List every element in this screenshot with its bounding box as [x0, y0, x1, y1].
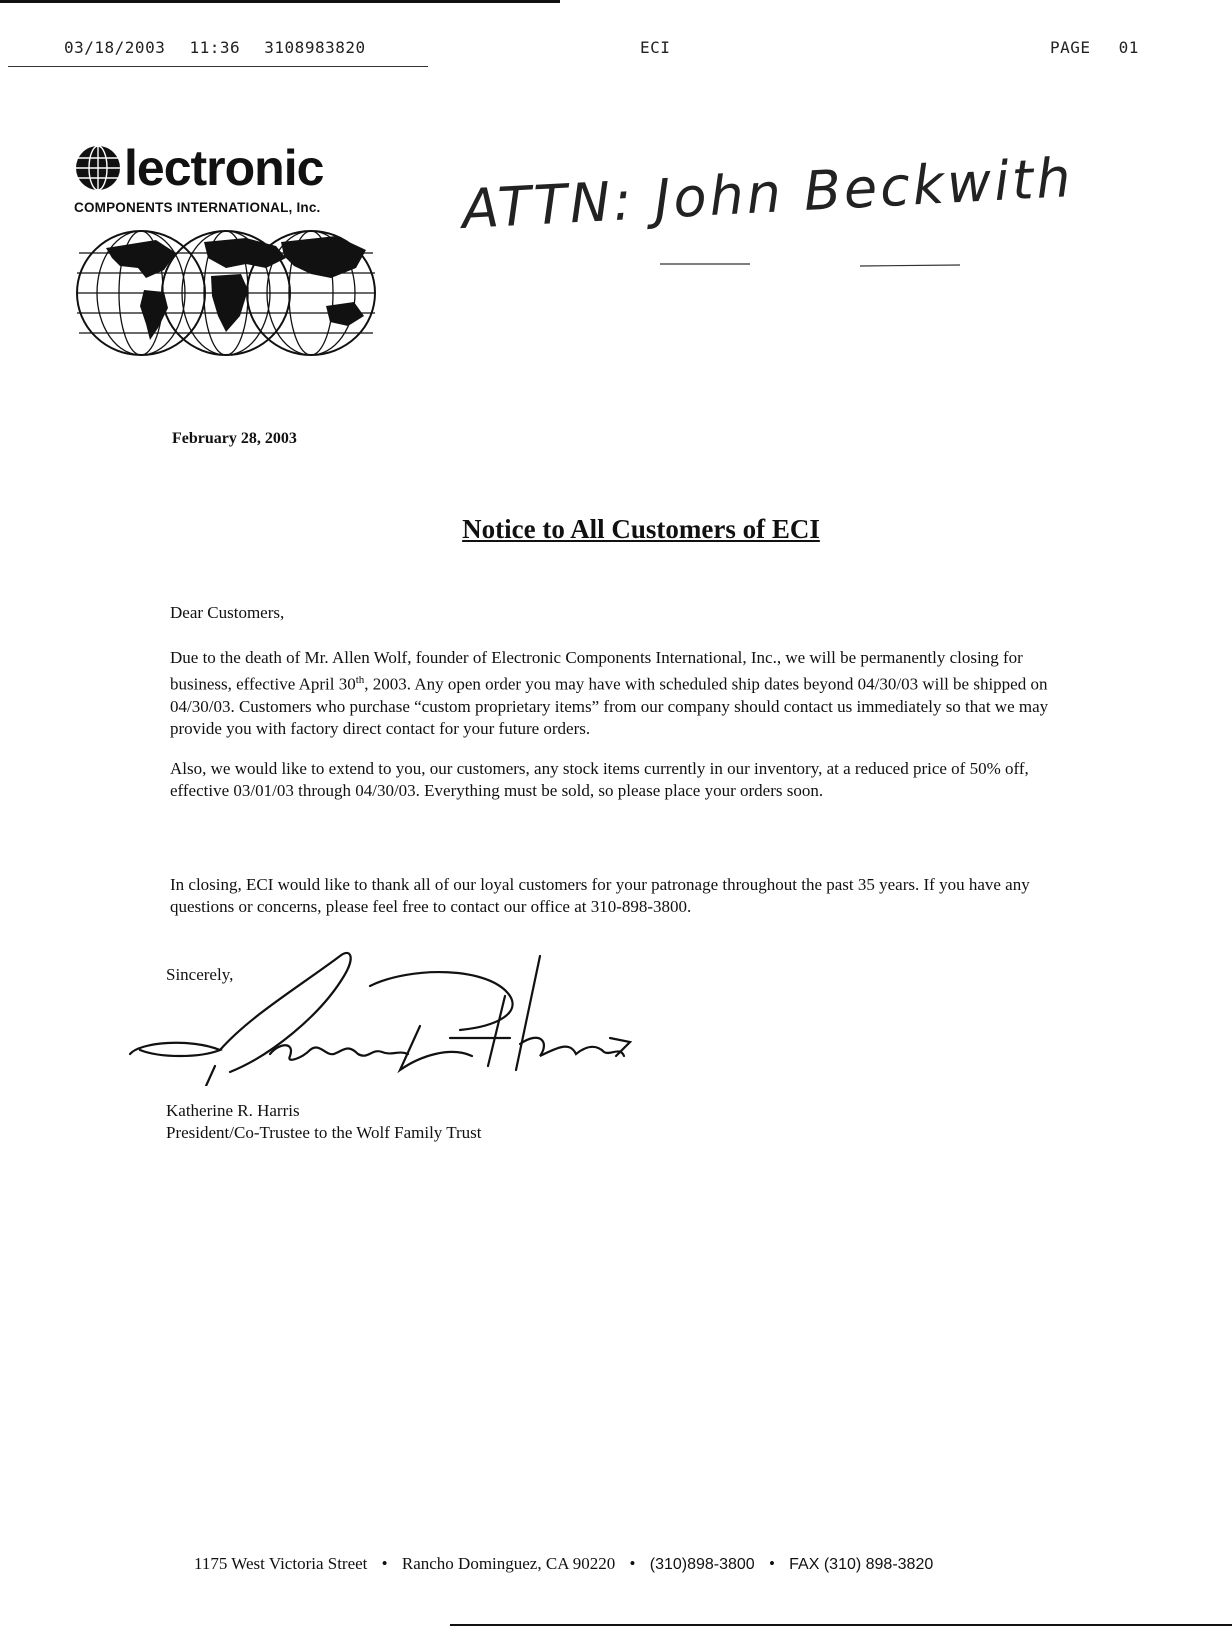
fax-date: 03/18/2003: [64, 38, 166, 57]
footer-address: [194, 1554, 933, 1574]
handwritten-attn: ATTN: John Beckwith: [460, 146, 1075, 241]
closing: Sincerely,: [166, 965, 234, 984]
paragraph-discount: Also, we would like to extend to you, our customers, any stock items currently in our inventory, at a reduced price of 50% off, effective 03/01/03 through 04/30/03. Everything must be sold, so please place your orders soon.: [170, 759, 1029, 800]
letter-date: February 28, 2003: [172, 430, 297, 447]
p1-text-b: , 2003. Any open order you may have with scheduled ship dates beyond 04/30/03 will be shipped on 04/30/03. Customers who purchase “custom proprietary items” from our company should contact us immediately so that we may provide you with factory direct contact for your future orders.: [170, 674, 1049, 738]
fax-header-rule: [8, 66, 428, 67]
letter-title: Notice to All Customers of ECI: [462, 514, 820, 544]
globe-e-icon: [74, 144, 122, 192]
fax-sender: ECI: [640, 38, 671, 57]
world-globes-icon: [76, 228, 376, 358]
signer-title: President/Co-Trustee to the Wolf Family Trust: [166, 1123, 482, 1142]
fax-number: 3108983820: [264, 38, 366, 57]
p1-superscript: th: [355, 674, 365, 686]
logo-subtitle: COMPONENTS INTERNATIONAL, Inc.: [74, 200, 321, 215]
paragraph-thanks: In closing, ECI would like to thank all of our loyal customers for your patronage throughout the past 35 years. If you have any questions or concerns, please feel free to contact our office at 310-898-3800.: [170, 875, 1030, 916]
footer-phone: (310)898-3800: [649, 1556, 755, 1573]
footer-street: 1175 West Victoria Street: [194, 1554, 368, 1573]
fax-page: [1050, 38, 1157, 57]
salutation: Dear Customers,: [170, 603, 285, 622]
fax-header-left: [64, 38, 380, 57]
p1-text-a: Due to the death of Mr. Allen Wolf, founder of Electronic Components International, Inc., we will be permanently closing for business, effective April 30: [170, 648, 1023, 694]
fax-page-number: 01: [1118, 38, 1139, 57]
top-rule: [0, 0, 560, 3]
company-logo: [74, 140, 404, 215]
footer-bullet: •: [381, 1554, 388, 1573]
fax-time: 11:36: [189, 38, 241, 57]
signer-name: Katherine R. Harris: [166, 1101, 300, 1120]
signer-block: [166, 1100, 482, 1144]
bottom-rule: [450, 1624, 1232, 1626]
handwritten-signature: [120, 946, 660, 1086]
logo-wordmark: [74, 140, 404, 196]
paragraph-closing-notice: [170, 647, 1070, 740]
footer-bullet: •: [768, 1554, 775, 1573]
logo-word: lectronic: [124, 140, 324, 196]
attn-underline: [660, 262, 960, 270]
fax-page-label: PAGE: [1050, 38, 1091, 57]
footer-bullet: •: [629, 1554, 636, 1573]
footer-city: Rancho Dominguez, CA 90220: [401, 1554, 616, 1573]
footer-fax: FAX (310) 898-3820: [789, 1556, 934, 1573]
